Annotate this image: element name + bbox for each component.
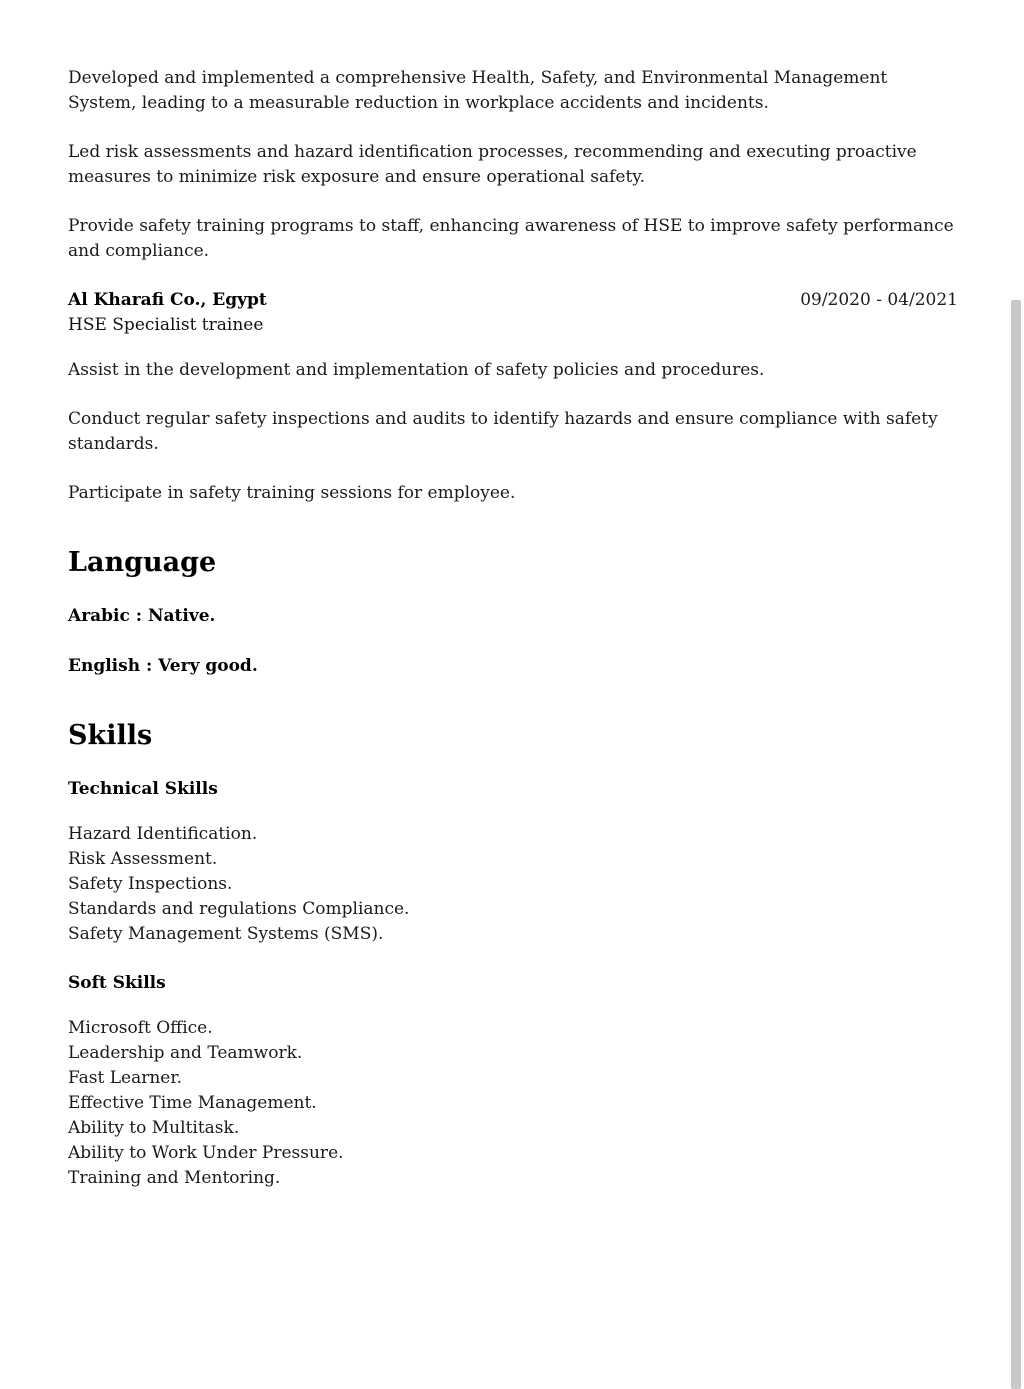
soft-skills-heading: Soft Skills	[68, 973, 166, 993]
job-header	[68, 288, 958, 313]
language-item: Arabic : Native.	[68, 606, 216, 626]
experience-bullet: Developed and implemented a comprehensive Health, Safety, and Environmental Management System, leading to a measurable reduction in workplace accidents and incidents.	[68, 68, 888, 113]
language-item: English : Very good.	[68, 656, 258, 676]
list-item: Safety Inspections.	[68, 874, 233, 894]
list-item: Standards and regulations Compliance.	[68, 899, 410, 919]
job-dates: 09/2020 - 04/2021	[800, 290, 958, 310]
vertical-scrollbar[interactable]	[1011, 300, 1021, 1389]
experience-bullet: Led risk assessments and hazard identification processes, recommending and executing proactive measures to minimize risk exposure and ensure operational safety.	[68, 142, 917, 187]
list-item: Hazard Identification.	[68, 824, 258, 844]
skills-heading: Skills	[68, 720, 153, 751]
list-item: Safety Management Systems (SMS).	[68, 924, 384, 944]
job-bullet: Assist in the development and implementation of safety policies and procedures.	[68, 360, 765, 380]
list-item: Fast Learner.	[68, 1068, 183, 1088]
list-item: Leadership and Teamwork.	[68, 1043, 303, 1063]
job-role: HSE Specialist trainee	[68, 315, 264, 335]
resume-page	[68, 66, 958, 1215]
technical-skills-heading: Technical Skills	[68, 779, 218, 799]
job-bullet: Participate in safety training sessions for employee.	[68, 483, 516, 503]
soft-skills-list	[68, 1016, 958, 1191]
list-item: Microsoft Office.	[68, 1018, 213, 1038]
job-bullet: Conduct regular safety inspections and audits to identify hazards and ensure compliance with safety standards.	[68, 409, 938, 454]
list-item: Effective Time Management.	[68, 1093, 317, 1113]
company-name: Al Kharafi Co., Egypt	[68, 290, 267, 310]
list-item: Risk Assessment.	[68, 849, 218, 869]
language-heading: Language	[68, 547, 217, 578]
experience-bullet: Provide safety training programs to staff, enhancing awareness of HSE to improve safety performance and compliance.	[68, 216, 954, 261]
list-item: Ability to Multitask.	[68, 1118, 240, 1138]
technical-skills-list	[68, 822, 958, 947]
list-item: Ability to Work Under Pressure.	[68, 1143, 344, 1163]
list-item: Training and Mentoring.	[68, 1168, 281, 1188]
